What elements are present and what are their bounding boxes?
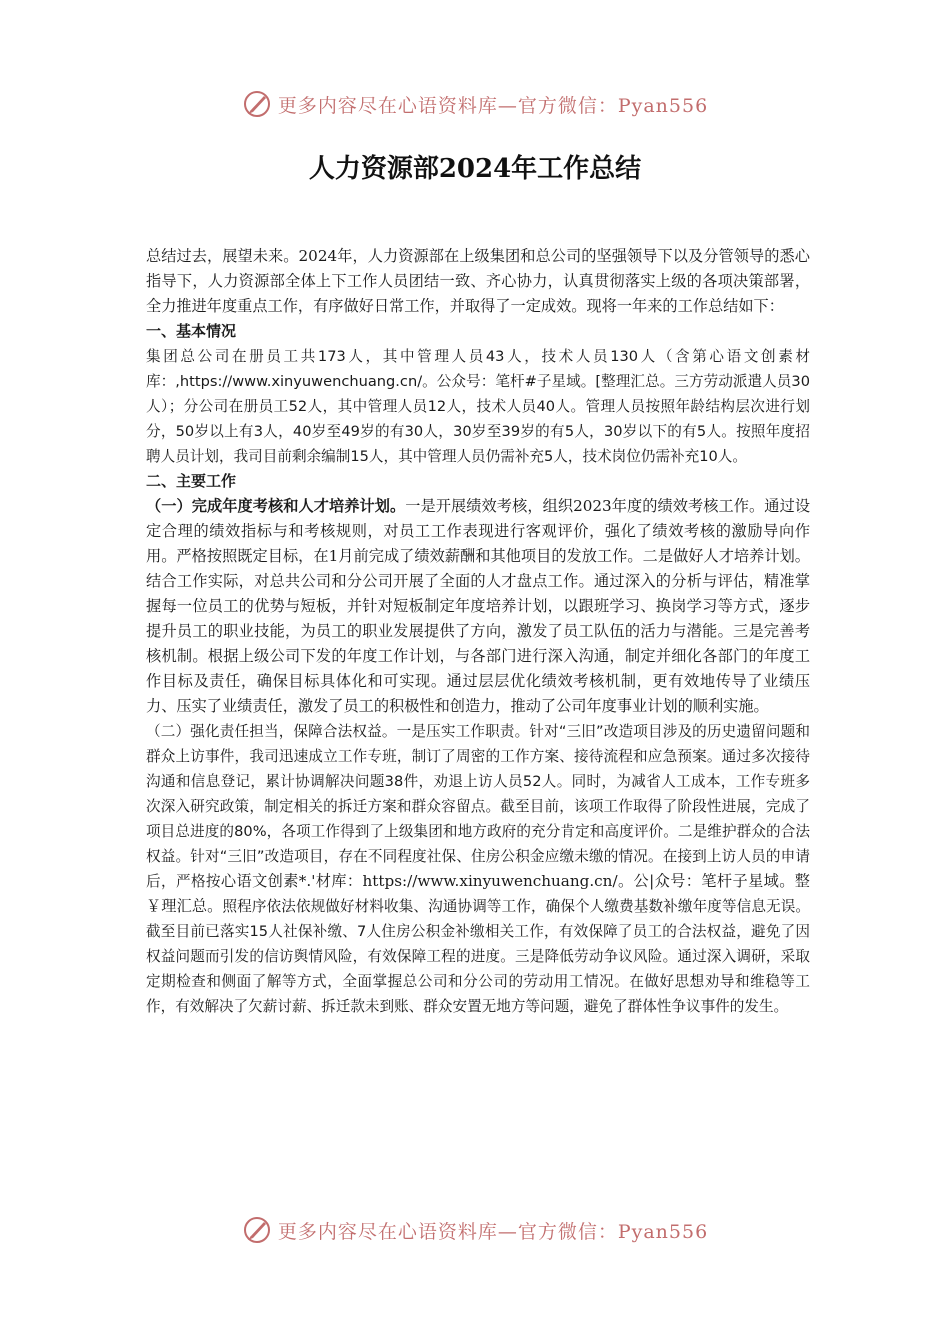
intro-paragraph: 总结过去，展望未来。2024年，人力资源部在上级集团和总公司的坚强领导下以及分管领导的悉心指导下，人力资源部全体上下工作人员团结一致、齐心协力，认真贯彻落实上级的各项决策部署，全力推进年度重点工作，有序做好日常工作，并取得了一定成效。现将一年来的工作总结如下： bbox=[146, 247, 810, 315]
footer-banner[interactable] bbox=[0, 1210, 950, 1250]
section-heading-main-work: 二、主要工作 bbox=[146, 472, 237, 490]
work-item-1-paragraph bbox=[146, 494, 810, 719]
work-item-1-text: 一是开展绩效考核，组织2023年度的绩效考核工作。通过设定合理的绩效指标与和考核规则，对员工工作表现进行客观评价，强化了绩效考核的激励导向作用。严格按照既定目标，在1月前完成了绩效薪酬和其他项目的发放工作。二是做好人才培养计划。结合工作实际，对总共公司和分公司开展了全面的人才盘点工作。通过深入的分析与评估，精准掌握每一位员工的优势与短板，并针对短板制定年度培养计划，以跟班学习、换岗学习等方式，逐步提升员工的职业技能，为员工的职业发展提供了方向，激发了员工队伍的活力与潜能。三是完善考核机制。根据上级公司下发的年度工作计划，与各部门进行深入沟通，制定并细化各部门的年度工作目标及责任，确保目标具体化和可实现。通过层层优化绩效考核机制，更有效地传导了业绩压力、压实了业绩责任，激发了员工的积极性和创造力，推动了公司年度事业计划的顺利实施。 bbox=[146, 497, 811, 715]
header-banner[interactable] bbox=[0, 84, 950, 124]
work-item-2-paragraph bbox=[146, 719, 810, 1019]
work-item-2-text-b: 心语文创素*.'材库：https://www.xinyuwenchuang.cn/。公|众号：笔杆子星域。整￥理汇总。 bbox=[146, 872, 810, 915]
work-item-1-lead: （一）完成年度考核和人才培养计划。 bbox=[146, 497, 406, 515]
basic-info-paragraph: 集团总公司在册员工共173人，其中管理人员43人，技术人员130人（含第心语文创素材库：,https://www.xinyuwenchuang.cn/。公众号：笔杆#子星域。[整理汇总。三方劳动派遣人员30人）；分公司在册员工52人，其中管理人员12人，技术人员40人。管理人员按照年龄结构层次进行划分，50岁以上有3人，40岁至49岁的有30人，30岁至39岁的有5人，30岁以下的有5人。按照年度招聘人员计划，我司目前剩余编制15人，其中管理人员仍需补充5人，技术岗位仍需补充10人。 bbox=[146, 348, 810, 465]
section-heading-basic: 一、基本情况 bbox=[146, 322, 237, 340]
banner-text: 更多内容尽在心语资料库—官方微信：Pyan556 bbox=[277, 1220, 709, 1243]
document-title: 人力资源部2024年工作总结 bbox=[308, 154, 642, 184]
work-item-2-text-a: （二）强化责任担当，保障合法权益。一是压实工作职责。针对“三旧”改造项目涉及的历史遗留问题和群众上访事件，我司迅速成立工作专班，制订了周密的工作方案、接待流程和应急预案。通过多次接待沟通和信息登记，累计协调解决问题38件，劝退上访人员52人。同时，为减省人工成本，工作专班多次深入研究政策，制定相关的拆迁方案和群众容留点。截至目前，该项工作取得了阶段性进展，完成了项目总进度的80%，各项工作得到了上级集团和地方政府的充分肯定和高度评价。二是维护群众的合法权益。针对“三旧”改造项目，存在不同程度社保、住房公积金应缴未缴的情况。在接到上访人员的申请后，严格按 bbox=[146, 723, 810, 890]
work-item-2-text-c: 照程序依法依规做好材料收集、沟通协调等工作，确保个人缴费基数补缴年度等信息无误。截至目前已落实15人社保补缴、7人住房公积金补缴相关工作，有效保障了员工的合法权益，避免了因权益问题而引发的信访舆情风险，有效保障工程的进度。三是降低劳动争议风险。通过深入调研，采取定期检查和侧面了解等方式，全面掌握总公司和分公司的劳动用工情况。在做好思想劝导和维稳等工作，有效解决了欠薪讨薪、拆迁款未到账、群众安置无地方等问题，避免了群体性争议事件的发生。 bbox=[146, 898, 810, 1015]
banner-text: 更多内容尽在心语资料库—官方微信：Pyan556 bbox=[277, 94, 709, 117]
quill-pen-logo-icon bbox=[242, 89, 272, 119]
document-body bbox=[146, 244, 810, 1019]
quill-pen-logo-icon bbox=[242, 1215, 272, 1245]
